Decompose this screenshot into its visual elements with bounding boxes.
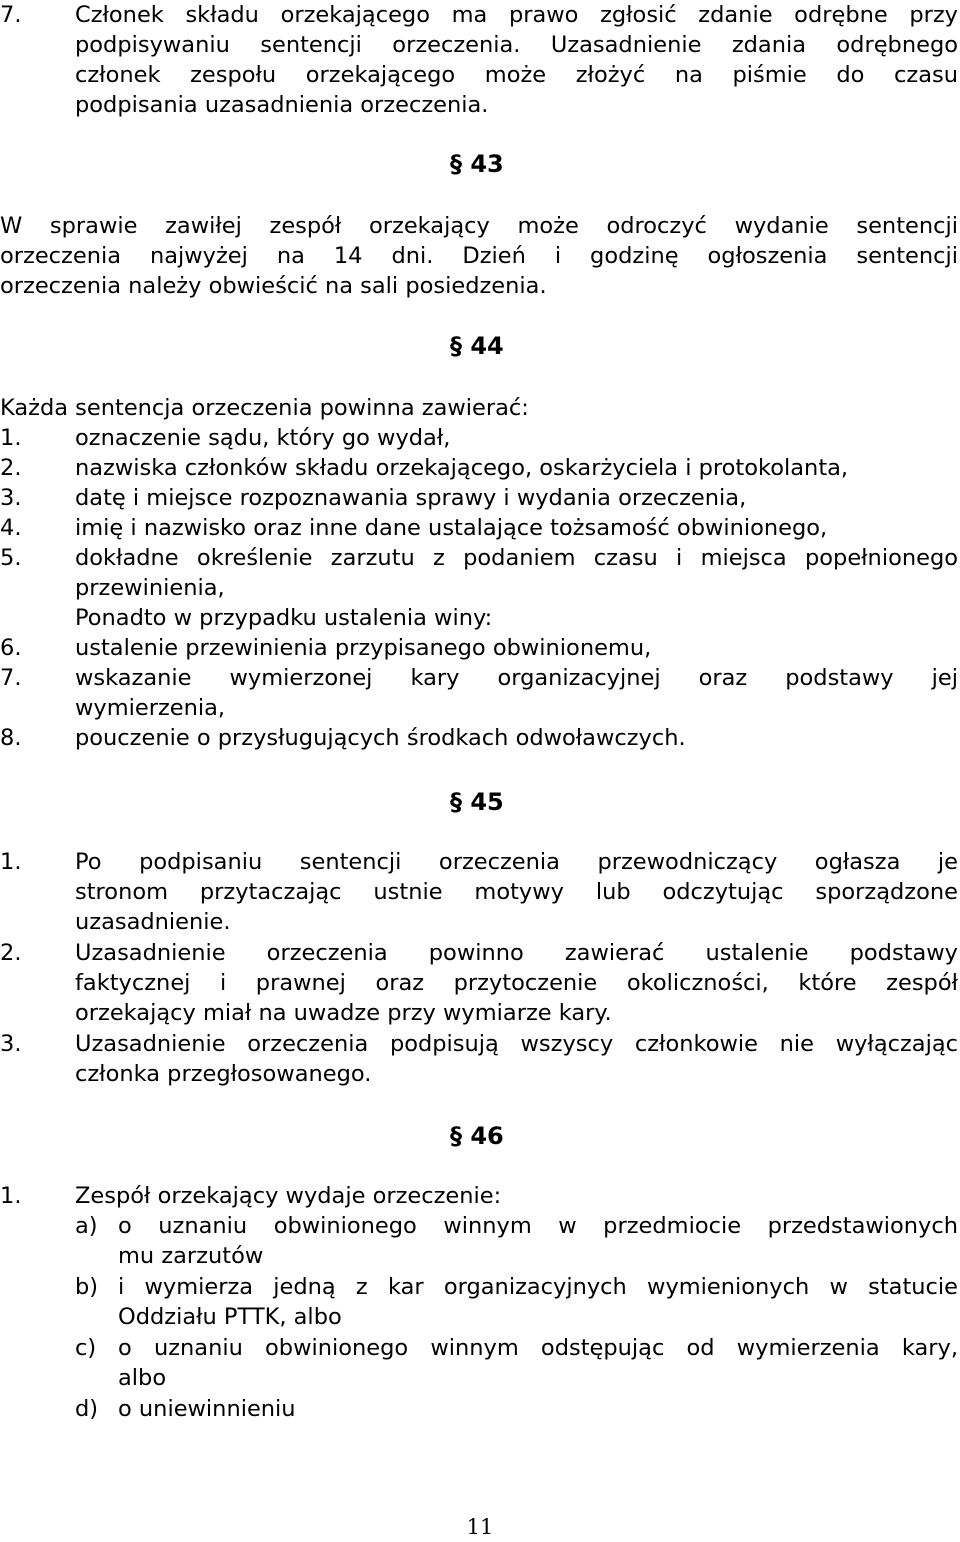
- subitem-text: Oddziału PTTK, albo: [118, 1304, 342, 1330]
- list-item: Uzasadnienie orzeczenia podpisują wszyscy członkowie nie wyłączając: [75, 1031, 958, 1057]
- item-number: 1.: [0, 1183, 22, 1209]
- subitem-text: o uznaniu obwinionego winnym w przedmiocie przedstawionych: [118, 1213, 958, 1239]
- section-symbol: §: [450, 150, 462, 178]
- list-item: pouczenie o przysługujących środkach odwoławczych.: [75, 725, 686, 751]
- section-symbol: §: [450, 1122, 462, 1150]
- subitem-text: o uniewinnieniu: [118, 1396, 296, 1422]
- item-number: 2.: [0, 940, 22, 966]
- item-number: 5.: [0, 545, 22, 571]
- section-heading-46: [450, 1119, 520, 1153]
- item-number: 3.: [0, 485, 22, 511]
- paragraph-line: orzeczenia najwyżej na 14 dni. Dzień i godzinę ogłoszenia sentencji: [0, 243, 958, 269]
- paragraph-line: orzeczenia należy obwieścić na sali posiedzenia.: [0, 273, 547, 299]
- page-number: 11: [466, 1515, 494, 1539]
- item-number: 6.: [0, 635, 22, 661]
- section-symbol: §: [450, 788, 462, 816]
- paragraph-line: członek zespołu orzekającego może złożyć na piśmie do czasu: [75, 62, 958, 88]
- list-subheading: Ponadto w przypadku ustalenia winy:: [75, 605, 493, 631]
- list-item: wskazanie wymierzonej kary organizacyjnej oraz podstawy jej: [75, 665, 958, 691]
- subitem-text: i wymierza jedną z kar organizacyjnych wymienionych w statucie: [118, 1274, 958, 1300]
- section-heading-43: [450, 147, 520, 181]
- list-item: stronom przytaczając ustnie motywy lub odczytując sporządzone: [75, 879, 958, 905]
- paragraph-line: podpisywaniu sentencji orzeczenia. Uzasadnienie zdania odrębnego: [75, 32, 958, 58]
- list-item: Uzasadnienie orzeczenia powinno zawierać ustalenie podstawy: [75, 940, 958, 966]
- item-number: 3.: [0, 1031, 22, 1057]
- subitem-text: albo: [118, 1365, 167, 1391]
- list-item: uzasadnienie.: [75, 909, 231, 935]
- section-number: 44: [470, 332, 504, 360]
- item-number: 8.: [0, 725, 22, 751]
- list-item: nazwiska członków składu orzekającego, oskarżyciela i protokolanta,: [75, 455, 849, 481]
- subitem-label: d): [75, 1396, 99, 1422]
- list-item: datę i miejsce rozpoznawania sprawy i wydania orzeczenia,: [75, 485, 747, 511]
- item-number: 7.: [0, 2, 22, 28]
- section-number: 46: [470, 1122, 504, 1150]
- paragraph-line: Członek składu orzekającego ma prawo zgłosić zdanie odrębne przy: [75, 2, 958, 28]
- item-number: 7.: [0, 665, 22, 691]
- subitem-label: a): [75, 1213, 98, 1239]
- item-number: 1.: [0, 849, 22, 875]
- item-number: 1.: [0, 425, 22, 451]
- section-heading-44: [450, 329, 520, 363]
- list-item: oznaczenie sądu, który go wydał,: [75, 425, 451, 451]
- section-symbol: §: [450, 332, 462, 360]
- paragraph-line: W sprawie zawiłej zespół orzekający może odroczyć wydanie sentencji: [0, 213, 958, 239]
- list-item: faktycznej i prawnej oraz przytoczenie okoliczności, które zespół: [75, 970, 958, 996]
- list-item: przewinienia,: [75, 575, 225, 601]
- list-item: członka przegłosowanego.: [75, 1061, 372, 1087]
- list-intro: Każda sentencja orzeczenia powinna zawierać:: [0, 395, 529, 421]
- section-number: 45: [470, 788, 504, 816]
- subitem-text: o uznaniu obwinionego winnym odstępując od wymierzenia kary,: [118, 1335, 958, 1361]
- list-item: Po podpisaniu sentencji orzeczenia przewodniczący ogłasza je: [75, 849, 958, 875]
- subitem-label: c): [75, 1335, 97, 1361]
- subitem-text: mu zarzutów: [118, 1243, 264, 1269]
- list-item: dokładne określenie zarzutu z podaniem czasu i miejsca popełnionego: [75, 545, 958, 571]
- list-item: imię i nazwisko oraz inne dane ustalające tożsamość obwinionego,: [75, 515, 828, 541]
- section-heading-45: [450, 785, 520, 819]
- section-number: 43: [470, 150, 504, 178]
- subitem-label: b): [75, 1274, 99, 1300]
- list-item: orzekający miał na uwadze przy wymiarze kary.: [75, 1000, 612, 1026]
- list-item: wymierzenia,: [75, 695, 226, 721]
- paragraph-line: podpisania uzasadnienia orzeczenia.: [75, 92, 489, 118]
- item-number: 2.: [0, 455, 22, 481]
- list-item: Zespół orzekający wydaje orzeczenie:: [75, 1183, 502, 1209]
- item-number: 4.: [0, 515, 22, 541]
- list-item: ustalenie przewinienia przypisanego obwinionemu,: [75, 635, 652, 661]
